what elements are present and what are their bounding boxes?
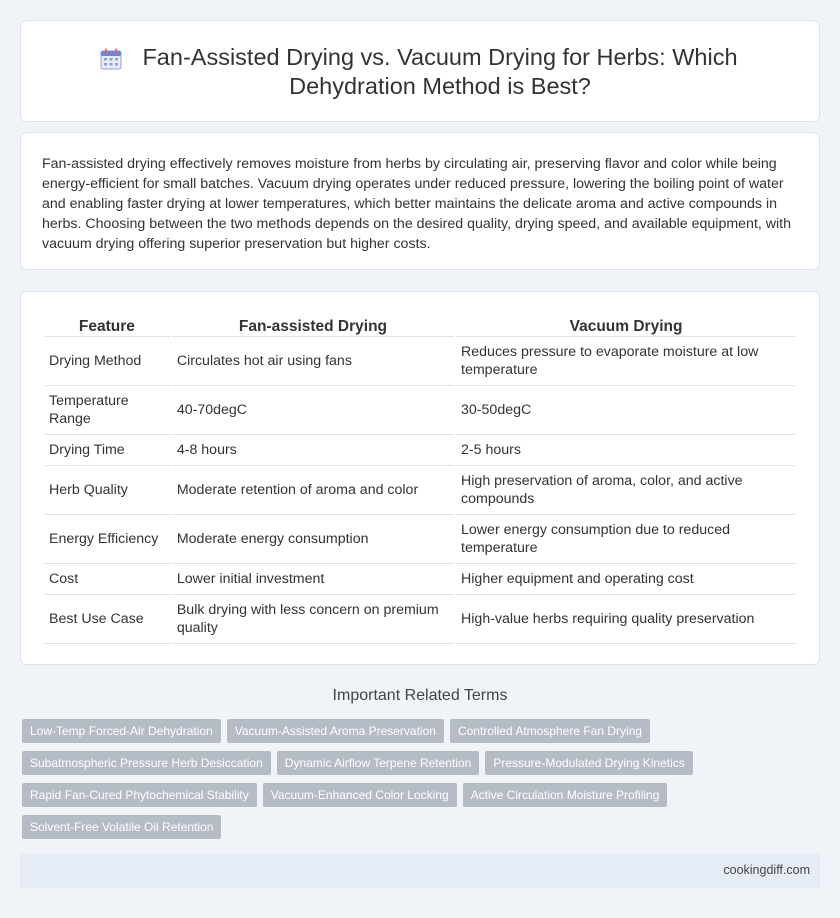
footer-site-link[interactable]: cookingdiff.com xyxy=(723,863,810,877)
related-term-tag[interactable]: Solvent-Free Volatile Oil Retention xyxy=(22,815,221,839)
related-term-tag[interactable]: Controlled Atmosphere Fan Drying xyxy=(450,719,650,743)
table-cell: Herb Quality xyxy=(44,466,170,515)
table-cell: 4-8 hours xyxy=(172,435,454,466)
table-row xyxy=(44,515,796,564)
table-row xyxy=(44,466,796,515)
related-term-tag[interactable]: Active Circulation Moisture Profiling xyxy=(463,783,668,807)
table-cell: Lower energy consumption due to reduced temperature xyxy=(456,515,796,564)
table-cell: Reduces pressure to evaporate moisture at low temperature xyxy=(456,337,796,386)
table-row xyxy=(44,435,796,466)
related-term-tag[interactable]: Vacuum-Assisted Aroma Preservation xyxy=(227,719,444,743)
comparison-table xyxy=(42,317,798,644)
table-cell: Circulates hot air using fans xyxy=(172,337,454,386)
table-row xyxy=(44,564,796,595)
table-cell: Temperature Range xyxy=(44,386,170,435)
table-cell: Best Use Case xyxy=(44,595,170,644)
table-row xyxy=(44,337,796,386)
title-card xyxy=(20,20,820,122)
table-cell: 2-5 hours xyxy=(456,435,796,466)
table-cell: Moderate energy consumption xyxy=(172,515,454,564)
table-cell: Bulk drying with less concern on premium quality xyxy=(172,595,454,644)
table-cell: Energy Efficiency xyxy=(44,515,170,564)
related-term-tag[interactable]: Rapid Fan-Cured Phytochemical Stability xyxy=(22,783,257,807)
related-term-tag[interactable]: Dynamic Airflow Terpene Retention xyxy=(277,751,480,775)
table-cell: Lower initial investment xyxy=(172,564,454,595)
related-terms-title: Important Related Terms xyxy=(332,687,508,704)
table-cell: High preservation of aroma, color, and active compounds xyxy=(456,466,796,515)
table-cell: Moderate retention of aroma and color xyxy=(172,466,454,515)
table-cell: 40-70degC xyxy=(172,386,454,435)
intro-paragraph: Fan-assisted drying effectively removes moisture from herbs by circulating air, preserving flavor and color while being energy-efficient for small batches. Vacuum drying operates under reduced pressure, lowering the boiling point of water and enabling faster drying at lower temperatures, which better maintains the delicate aroma and active compounds in herbs. Choosing between the two methods depends on the desired quality, drying speed, and available equipment, with vacuum drying offering superior preservation but higher costs. xyxy=(42,156,792,252)
table-cell: Drying Time xyxy=(44,435,170,466)
comparison-table-card xyxy=(20,291,820,665)
footer xyxy=(20,854,820,888)
table-cell: Cost xyxy=(44,564,170,595)
table-header-cell: Feature xyxy=(44,317,170,337)
page-title: Fan-Assisted Drying vs. Vacuum Drying for Herbs: Which Dehydration Method is Best? xyxy=(142,44,738,99)
intro-card xyxy=(20,132,820,270)
related-term-tag[interactable]: Low-Temp Forced-Air Dehydration xyxy=(22,719,221,743)
related-term-tag[interactable]: Vacuum-Enhanced Color Locking xyxy=(263,783,457,807)
related-term-tag[interactable]: Subatmospheric Pressure Herb Desiccation xyxy=(22,751,271,775)
related-term-tag[interactable]: Pressure-Modulated Drying Kinetics xyxy=(485,751,692,775)
table-cell: 30-50degC xyxy=(456,386,796,435)
table-header-row xyxy=(44,317,796,337)
table-row xyxy=(44,595,796,644)
table-cell: Higher equipment and operating cost xyxy=(456,564,796,595)
table-header-cell: Fan-assisted Drying xyxy=(172,317,454,337)
table-cell: Drying Method xyxy=(44,337,170,386)
table-cell: High-value herbs requiring quality preservation xyxy=(456,595,796,644)
table-header-cell: Vacuum Drying xyxy=(456,317,796,337)
table-row xyxy=(44,386,796,435)
related-terms-list xyxy=(22,719,712,839)
